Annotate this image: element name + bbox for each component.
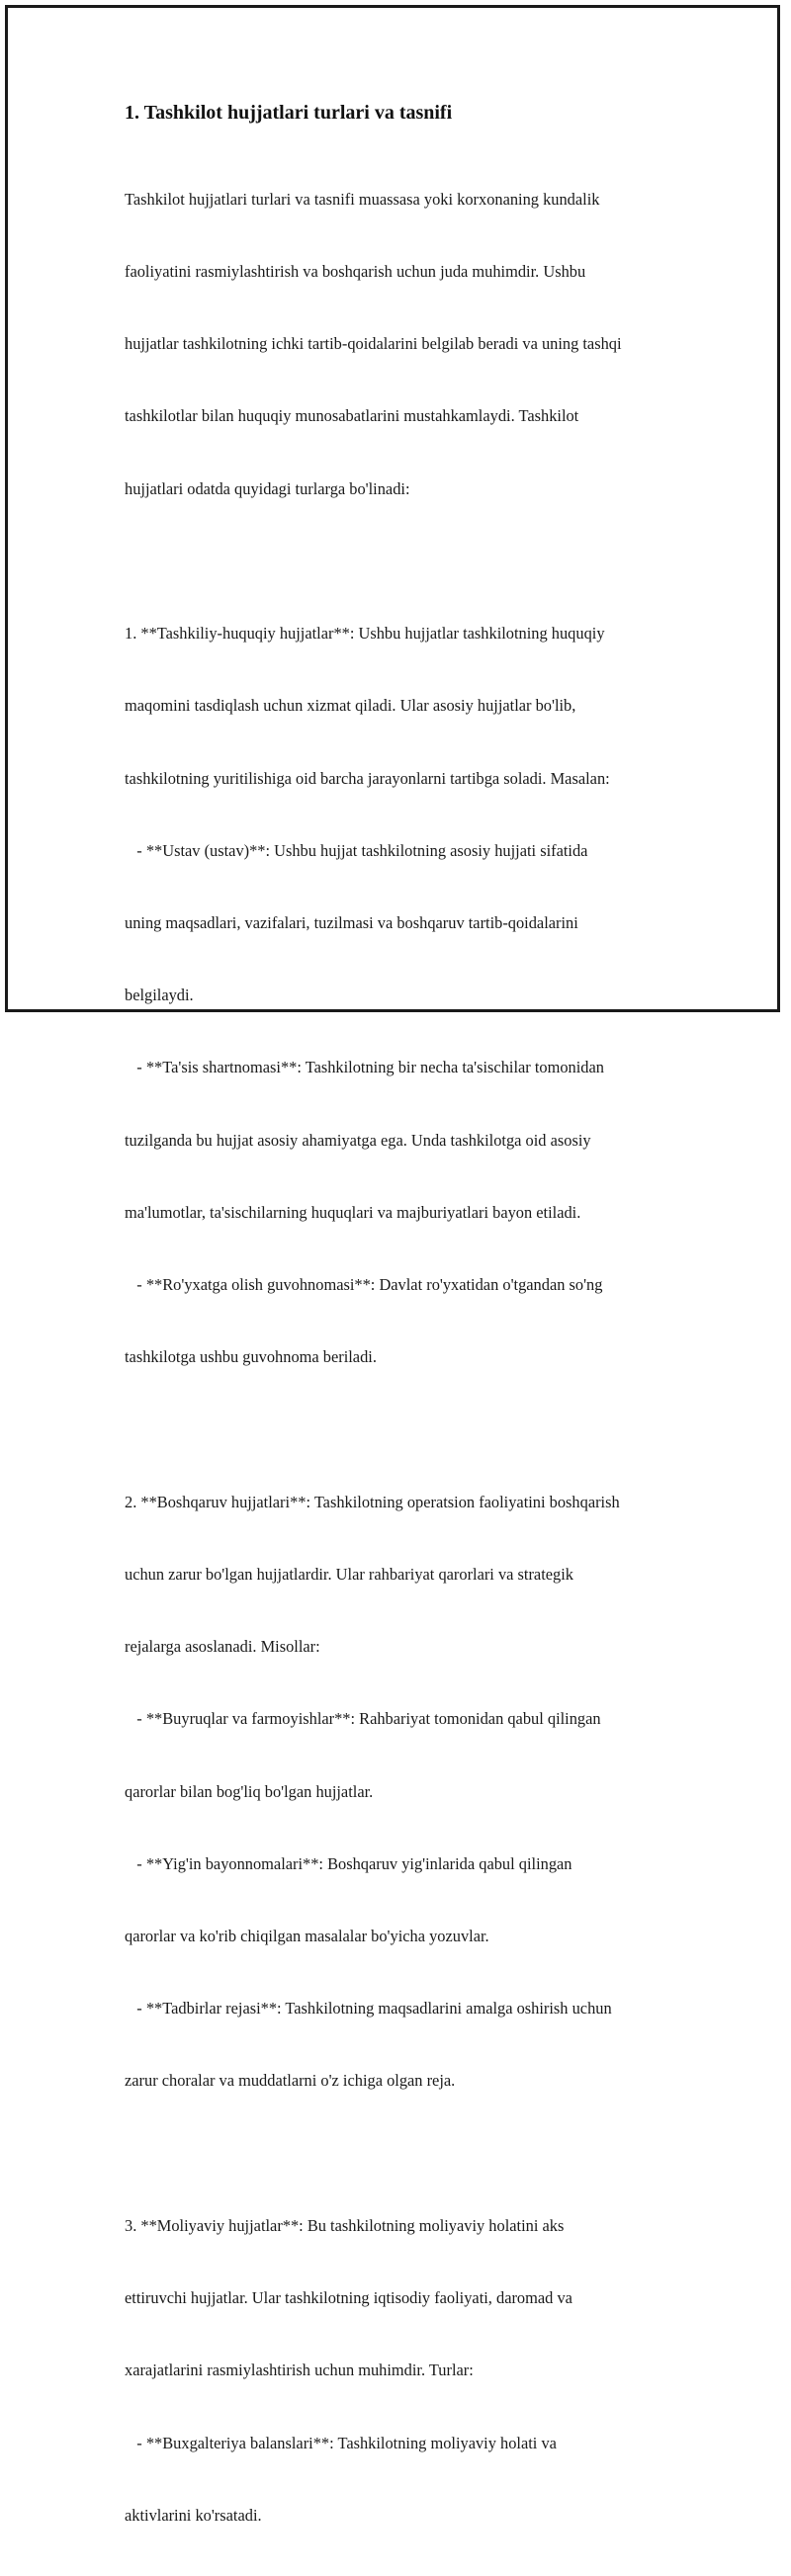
paragraph-gap bbox=[125, 2142, 718, 2166]
text-line: zarur choralar va muddatlarni o'z ichiga olgan reja. bbox=[125, 2071, 456, 2091]
text-line: faoliyatini rasmiylashtirish va boshqarish uchun juda muhimdir. Ushbu bbox=[125, 262, 586, 282]
paragraph-gap bbox=[125, 550, 718, 573]
text-line: tuzilganda bu hujjat asosiy ahamiyatga ega. Unda tashkilotga oid asosiy bbox=[125, 1130, 591, 1150]
text-line: ettiruvchi hujjatlar. Ular tashkilotning iqtisodiy faoliyati, daromad va bbox=[125, 2288, 572, 2308]
text-line: uchun zarur bo'lgan hujjatlardir. Ular rahbariyat qarorlari va strategik bbox=[125, 1564, 573, 1584]
paragraph-gap bbox=[125, 1418, 718, 1442]
text-line: xarajatlarini rasmiylashtirish uchun muhimdir. Turlar: bbox=[125, 2361, 474, 2380]
text-line: 1. **Tashkiliy-huquqiy hujjatlar**: Ushbu hujjatlar tashkilotning huquqiy bbox=[125, 624, 605, 644]
text-line: uning maqsadlari, vazifalari, tuzilmasi va boshqaruv tartib-qoidalarini bbox=[125, 912, 578, 932]
text-line: qarorlar va ko'rib chiqilgan masalalar bo'yicha yozuvlar. bbox=[125, 1927, 489, 1946]
text-line: tashkilotlar bilan huquqiy munosabatlarini mustahkamlaydi. Tashkilot bbox=[125, 406, 579, 426]
text-line: hujjatlar tashkilotning ichki tartib-qoidalarini belgilab beradi va uning tashqi bbox=[125, 334, 622, 354]
text-line: tashkilotga ushbu guvohnoma beriladi. bbox=[125, 1347, 377, 1367]
text-line: - **Ustav (ustav)**: Ushbu hujjat tashkilotning asosiy hujjati sifatida bbox=[125, 840, 588, 860]
text-line: - **Yig'in bayonnomalari**: Boshqaruv yig'inlarida qabul qilingan bbox=[125, 1853, 572, 1873]
text-line: hujjatlari odatda quyidagi turlarga bo'linadi: bbox=[125, 478, 410, 498]
text-line: - **Buxgalteriya balanslari**: Tashkilotning moliyaviy holati va bbox=[125, 2433, 557, 2452]
text-line: aktivlarini ko'rsatadi. bbox=[125, 2505, 262, 2525]
text-line: - **Ro'yxatga olish guvohnomasi**: Davlat ro'yxatidan o'tgandan so'ng bbox=[125, 1275, 603, 1295]
text-line: maqomini tasdiqlash uchun xizmat qiladi. Ular asosiy hujjatlar bo'lib, bbox=[125, 696, 576, 716]
text-line: tashkilotning yuritilishiga oid barcha jarayonlarni tartibga soladi. Masalan: bbox=[125, 768, 610, 788]
text-line: belgilaydi. bbox=[125, 986, 194, 1005]
text-line: Tashkilot hujjatlari turlari va tasnifi muassasa yoki korxonaning kundalik bbox=[125, 189, 600, 209]
text-line: ma'lumotlar, ta'sischilarning huquqlari va majburiyatlari bayon etiladi. bbox=[125, 1202, 581, 1222]
page-frame bbox=[5, 5, 780, 2525]
text-line: 3. **Moliyaviy hujjatlar**: Bu tashkilotning moliyaviy holatini aks bbox=[125, 2215, 565, 2235]
document-content bbox=[125, 100, 718, 2576]
section-2 bbox=[125, 1442, 718, 2142]
text-line: - **Tadbirlar rejasi**: Tashkilotning maqsadlarini amalga oshirish uchun bbox=[125, 1999, 612, 2018]
text-line: 2. **Boshqaruv hujjatlari**: Tashkilotning operatsion faoliyatini boshqarish bbox=[125, 1492, 620, 1511]
section-1 bbox=[125, 573, 718, 1417]
document-title: 1. Tashkilot hujjatlari turlari va tasnifi bbox=[125, 102, 453, 124]
text-line: qarorlar bilan bog'liq bo'lgan hujjatlar. bbox=[125, 1781, 374, 1801]
section-3 bbox=[125, 2166, 718, 2576]
text-line: - **Ta'sis shartnomasi**: Tashkilotning bir necha ta'sischilar tomonidan bbox=[125, 1058, 604, 1077]
text-line: rejalarga asoslanadi. Misollar: bbox=[125, 1637, 320, 1657]
intro-paragraph bbox=[125, 139, 718, 550]
text-line: - **Buyruqlar va farmoyishlar**: Rahbariyat tomonidan qabul qilingan bbox=[125, 1709, 601, 1729]
